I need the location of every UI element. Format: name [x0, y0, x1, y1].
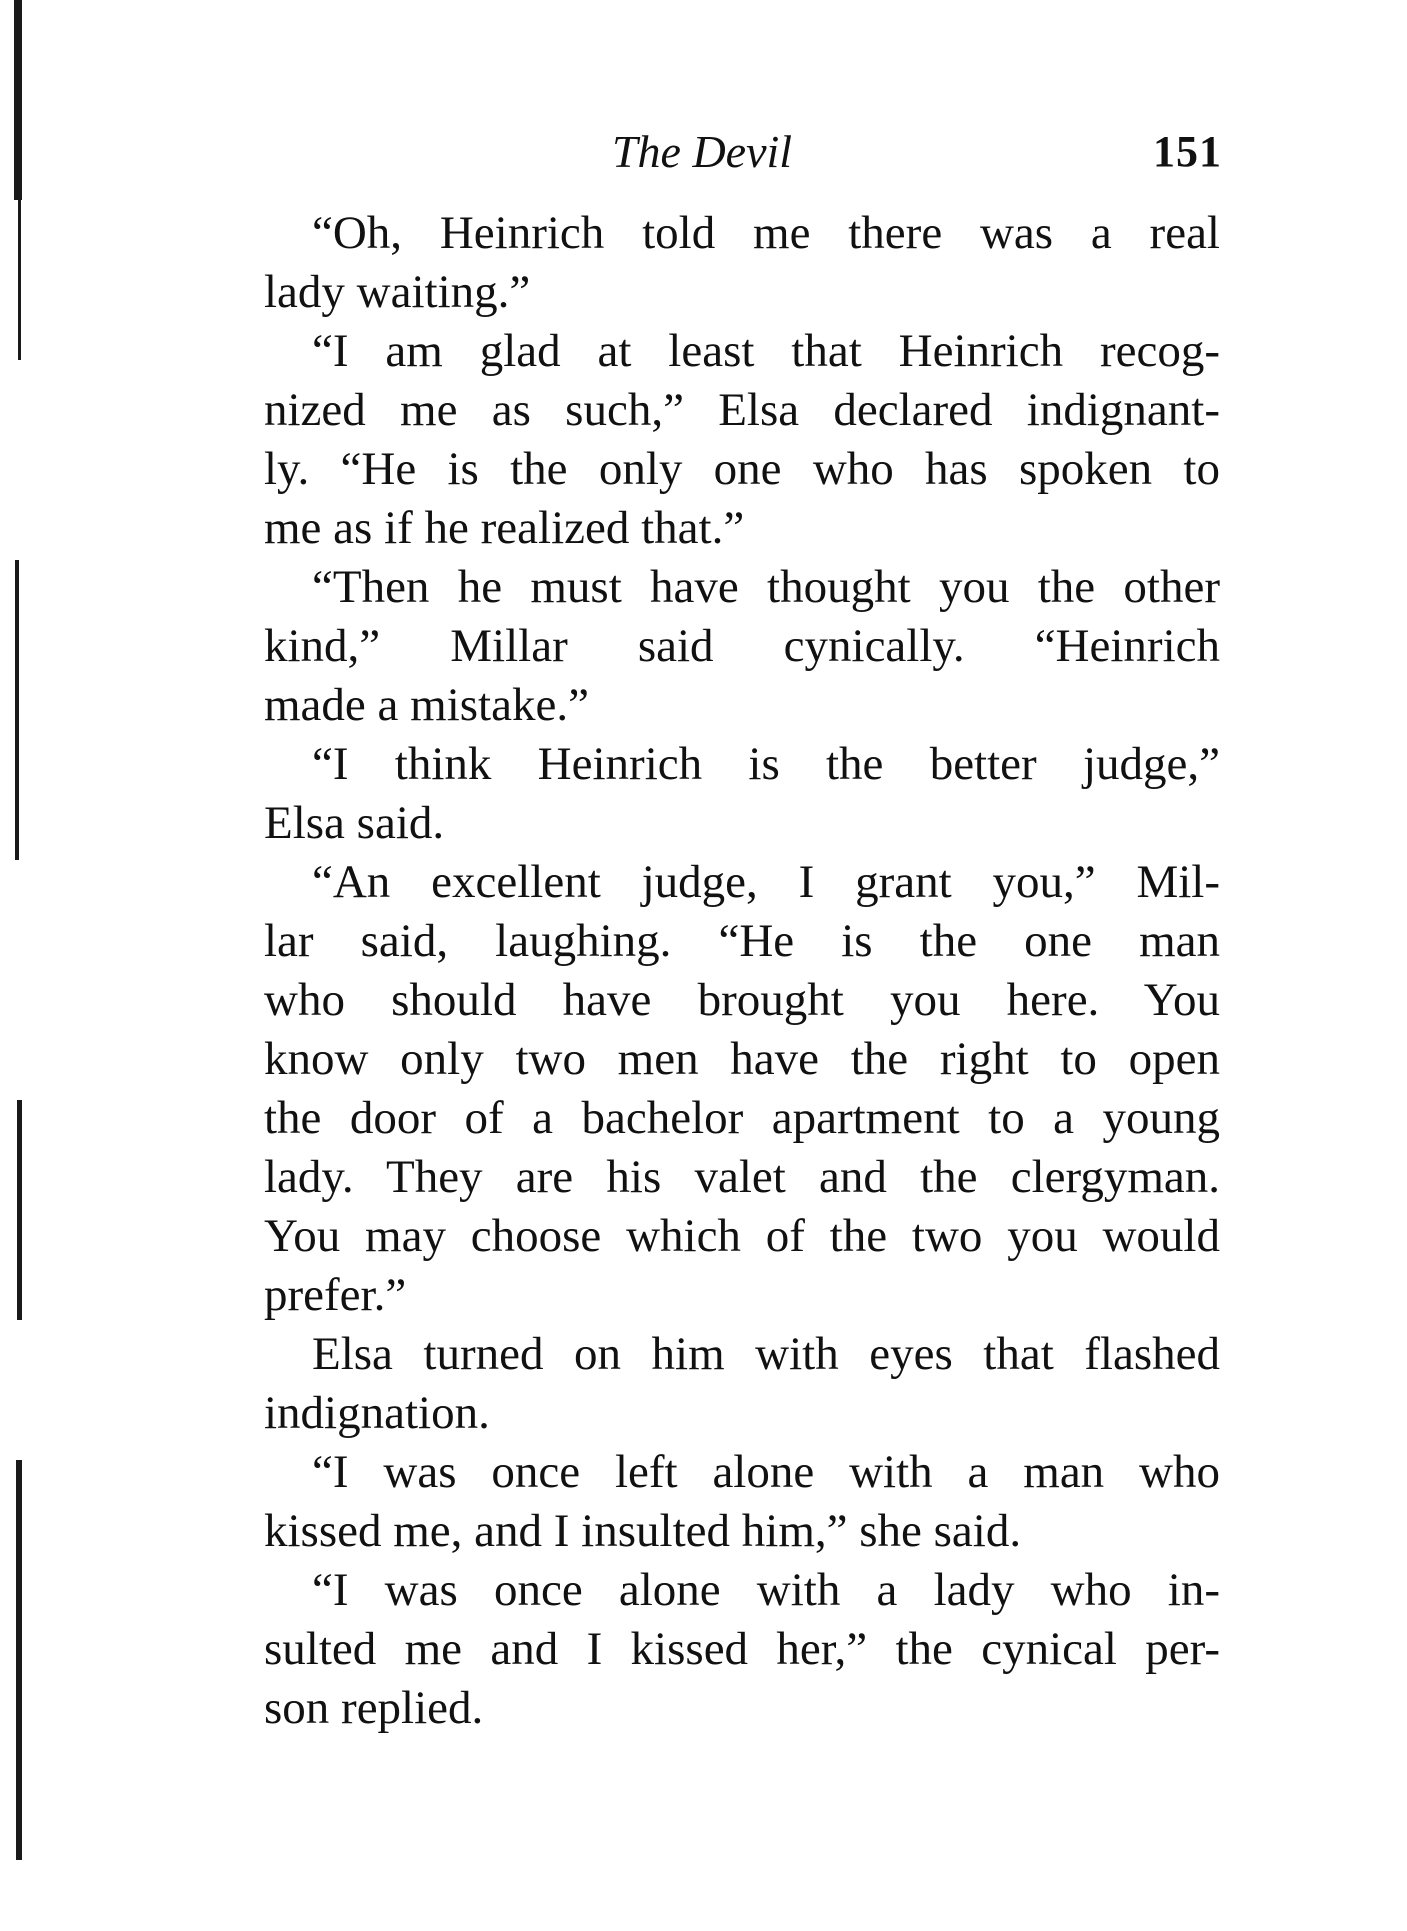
text-line: know only two men have the right to open: [264, 1033, 1220, 1085]
running-title: The Devil: [611, 126, 793, 177]
body-text: [264, 204, 1220, 1738]
text-line: indignation.: [264, 1387, 490, 1439]
text-line: kind,” Millar said cynically. “Heinrich: [264, 620, 1220, 672]
text-line: ly. “He is the only one who has spoken to: [264, 443, 1220, 495]
text-line: nized me as such,” Elsa declared indignant-: [264, 384, 1220, 436]
text-line: “I was once left alone with a man who: [312, 1446, 1220, 1498]
text-line: lady. They are his valet and the clergyman.: [264, 1151, 1220, 1203]
text-line: kissed me, and I insulted him,” she said.: [264, 1505, 1022, 1557]
text-line: made a mistake.”: [264, 679, 589, 731]
text-line: who should have brought you here. You: [264, 974, 1220, 1026]
text-line: sulted me and I kissed her,” the cynical per-: [264, 1623, 1220, 1675]
text-line: son replied.: [264, 1682, 484, 1734]
text-line: Elsa said.: [264, 797, 445, 849]
scan-edge-mark: [16, 1460, 22, 1860]
scan-edge-mark: [17, 1100, 22, 1320]
text-line: the door of a bachelor apartment to a young: [264, 1092, 1220, 1144]
text-line: “I am glad at least that Heinrich recog-: [312, 325, 1220, 377]
text-line: Elsa turned on him with eyes that flashed: [312, 1328, 1220, 1380]
page-header: [262, 122, 1222, 182]
text-line: “I think Heinrich is the better judge,”: [312, 738, 1220, 790]
text-line: “I was once alone with a lady who in-: [312, 1564, 1220, 1616]
text-line: lar said, laughing. “He is the one man: [264, 915, 1220, 967]
text-line: You may choose which of the two you would: [264, 1210, 1220, 1262]
scan-edge-mark: [18, 200, 21, 360]
page-number: 151: [1153, 127, 1222, 176]
text-line: me as if he realized that.”: [264, 502, 745, 554]
text-line: “An excellent judge, I grant you,” Mil-: [312, 856, 1220, 908]
scan-edge-mark: [14, 0, 22, 200]
text-line: prefer.”: [264, 1269, 407, 1321]
text-line: “Then he must have thought you the other: [312, 561, 1220, 613]
text-line: “Oh, Heinrich told me there was a real: [312, 207, 1220, 259]
text-line: lady waiting.”: [264, 266, 531, 318]
scan-edge-mark: [15, 560, 19, 860]
